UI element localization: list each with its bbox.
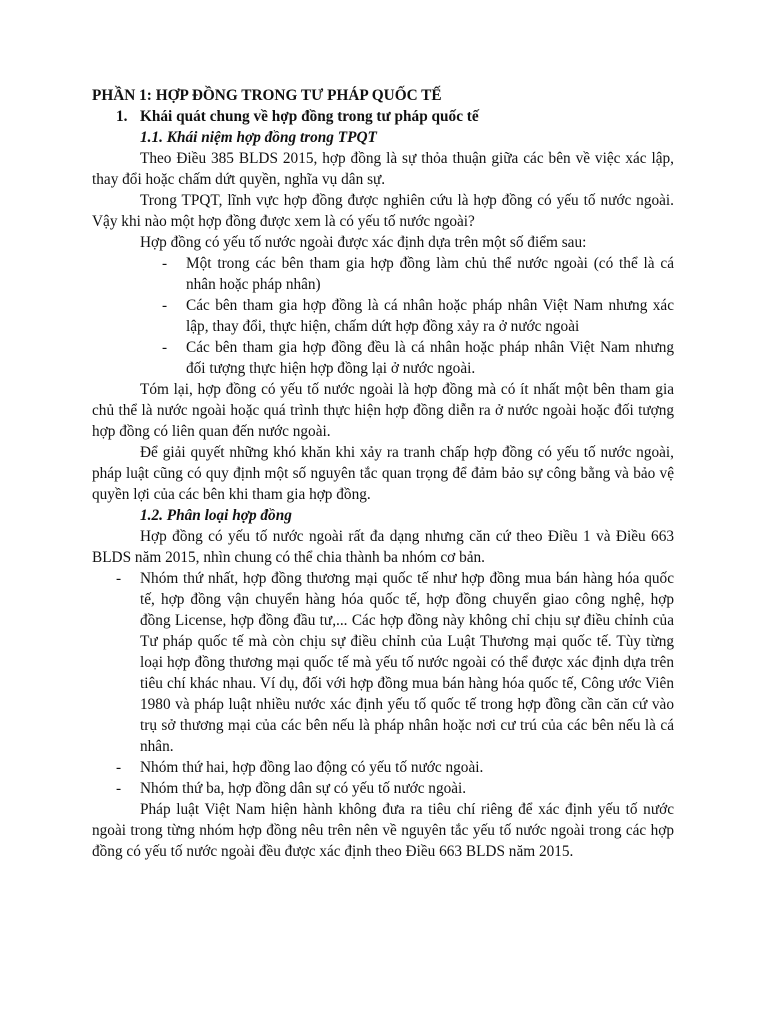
heading-1-text: Khái quát chung về hợp đồng trong tư pháp quốc tế <box>140 108 479 125</box>
paragraph: Hợp đồng có yếu tố nước ngoài được xác định dựa trên một số điểm sau: <box>140 234 587 251</box>
paragraph: Theo Điều 385 BLDS 2015, hợp đồng là sự thỏa thuận giữa các bên về việc xác lập, thay đổi hoặc chấm dứt quyền, nghĩa vụ dân sự. <box>92 150 674 188</box>
paragraph: Pháp luật Việt Nam hiện hành không đưa ra tiêu chí riêng để xác định yếu tố nước ngoài trong từng nhóm hợp đồng nêu trên nên về nguyên tắc yếu tố nước ngoài trong các hợp đồng có yếu tố nước ngoài đều được xác định theo Điều 663 BLDS năm 2015. <box>92 801 674 860</box>
bullet-list-criteria <box>92 253 674 379</box>
list-item: - Nhóm thứ ba, hợp đồng dân sự có yếu tố nước ngoài. <box>116 780 467 797</box>
list-item: - Nhóm thứ hai, hợp đồng lao động có yếu tố nước ngoài. <box>116 759 484 776</box>
bullet-marker: - <box>116 570 122 587</box>
bullet-marker: - <box>162 297 168 314</box>
bullet-marker: - <box>116 759 122 776</box>
heading-1 <box>92 106 674 127</box>
list-item: - Một trong các bên tham gia hợp đồng làm chủ thể nước ngoài (có thể là cá nhân hoặc pháp nhân) <box>162 255 674 293</box>
paragraph: Để giải quyết những khó khăn khi xảy ra tranh chấp hợp đồng có yếu tố nước ngoài, pháp luật cũng có quy định một số nguyên tắc quan trọng để đảm bảo sự công bằng và bảo vệ quyền lợi của các bên khi tham gia hợp đồng. <box>92 444 674 503</box>
paragraph: Trong TPQT, lĩnh vực hợp đồng được nghiên cứu là hợp đồng có yếu tố nước ngoài. Vậy khi nào một hợp đồng được xem là có yếu tố nước ngoài? <box>92 192 674 230</box>
list-item: - Nhóm thứ nhất, hợp đồng thương mại quốc tế như hợp đồng mua bán hàng hóa quốc tế, hợp đồng vận chuyển hàng hóa quốc tế, hợp đồng chuyển giao công nghệ, hợp đồng License, hợp đồng đầu tư,... Các hợp đồng này không chỉ chịu sự điều chỉnh của Tư pháp quốc tế mà còn chịu sự điều chỉnh của Luật Thương mại quốc tế. Tùy từng loại hợp đồng thương mại quốc tế mà yếu tố nước ngoài có thể được xác định dựa trên tiêu chí khác nhau. Ví dụ, đối với hợp đồng mua bán hàng hóa quốc tế, Công ước Viên 1980 và pháp luật nhiều nước xác định yếu tố quốc tế trong hợp đồng cần căn cứ vào trụ sở thương mại của các bên nếu là pháp nhân hoặc nơi cư trú của các bên nếu là cá nhân. <box>116 570 674 755</box>
heading-1-number: 1. <box>116 108 128 125</box>
bullet-list-groups <box>92 568 674 799</box>
subheading-1-2: 1.2. Phân loại hợp đồng <box>140 507 292 524</box>
document-page <box>92 85 674 862</box>
list-item: - Các bên tham gia hợp đồng là cá nhân hoặc pháp nhân Việt Nam nhưng xác lập, thay đổi, thực hiện, chấm dứt hợp đồng xảy ra ở nước ngoài <box>162 297 674 335</box>
paragraph: Hợp đồng có yếu tố nước ngoài rất đa dạng nhưng căn cứ theo Điều 1 và Điều 663 BLDS năm 2015, nhìn chung có thể chia thành ba nhóm cơ bản. <box>92 528 674 566</box>
bullet-marker: - <box>116 780 122 797</box>
list-item: - Các bên tham gia hợp đồng đều là cá nhân hoặc pháp nhân Việt Nam nhưng đối tượng thực hiện hợp đồng lại ở nước ngoài. <box>162 339 674 377</box>
paragraph: Tóm lại, hợp đồng có yếu tố nước ngoài là hợp đồng mà có ít nhất một bên tham gia chủ thể là nước ngoài hoặc quá trình thực hiện hợp đồng diễn ra ở nước ngoài hoặc đối tượng hợp đồng có liên quan đến nước ngoài. <box>92 381 674 440</box>
section-title: PHẦN 1: HỢP ĐỒNG TRONG TƯ PHÁP QUỐC TẾ <box>92 87 442 104</box>
bullet-marker: - <box>162 255 168 272</box>
subheading-1-1: 1.1. Khái niệm hợp đồng trong TPQT <box>140 129 377 146</box>
bullet-marker: - <box>162 339 168 356</box>
